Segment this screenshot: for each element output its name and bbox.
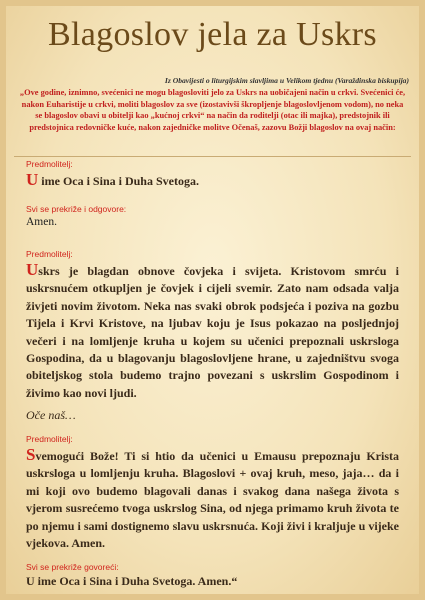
divider (14, 156, 411, 157)
speaker-label: Predmolitelj: (26, 249, 73, 259)
speaker-label: Predmolitelj: (26, 159, 73, 169)
lords-prayer-cue: Oče naš… (26, 408, 76, 422)
response-text: Amen. (26, 216, 57, 228)
section-opening (26, 159, 399, 190)
initial-capital: U (26, 170, 39, 189)
page-title: Blagoslov jela za Uskrs (48, 16, 377, 53)
prayer-text (26, 171, 399, 190)
response-label: Svi se prekriže i odgovore: (26, 204, 127, 214)
initial-capital: U (26, 260, 39, 279)
speaker-label: Predmolitelj: (26, 434, 73, 444)
address-body: skrs je blagdan obnove čovjeka i svijeta. Kristovom smrću i uskrsnućem otkupljen je čovjek i cijeli svemir. Zato nam odsada valja živjeti novim životom. Neka nas svaki obrok podsjeća i poziva na gozbu Tijela i Krvi Kristove, na ljubav koju je Isus pokazao na posljednjoj večeri i na lomljenje kruha u kojem su učenici prepoznali uskrsloga Gospodina, da u blagovanju blagoslovljene hrane, u zajedništvu svoga obiteljskog stola budemo trajno povezani s uskrslim Gospodinom i živimo kao novi ljudi. (26, 264, 399, 400)
section-closing (26, 562, 399, 590)
section-address (26, 249, 399, 402)
source-note: Iz Obavijesti o liturgijskim slavljima u Velikom tjednu (Varaždinska biskupija) (164, 76, 409, 85)
intro-paragraph: „Ove godine, iznimno, svećenici ne mogu blagosloviti jelo za Uskrs na uobičajeni način u crkvi. Svećenici će, nakon Euharistije u crkvi, moliti blagoslov za sve (izostavivši škropljenje blagoslovljenom vodom), no neka se blagoslov obavi u obitelji kao „kućnoj crkvi“ na način da roditelji (otac ili majka), predstojnik ili predstojnica redovničke kuće, nakon zajedničke molitve Očenaš, zazovu Božji blagoslov na ovaj način: (19, 88, 406, 133)
address-text (26, 261, 399, 402)
blessing-body: vemogući Bože! Ti si htio da učenici u Emausu prepoznaju Krista uskrsloga u lomljenju kruha. Blagoslovi + ovaj kruh, meso, jaja… da i mi koji ovo budemo blagovali danas i svakog dana našega života s vjerom susrećemo tvoga uskrslog Sina, od njega primamo kruh života te po njemu i sami dostignemo slavu uskrsnuća. Koji živi i kraljuje u vijeke vjekova. Amen. (26, 449, 399, 551)
blessing-text (26, 446, 399, 552)
section-response (26, 204, 399, 228)
prayer-line: ime Oca i Sina i Duha Svetoga. (38, 174, 199, 188)
section-blessing (26, 434, 399, 552)
closing-text: U ime Oca i Sina i Duha Svetoga. Amen.“ (26, 574, 238, 588)
initial-capital: S (26, 445, 36, 464)
closing-label: Svi se prekriže govoreći: (26, 562, 119, 572)
